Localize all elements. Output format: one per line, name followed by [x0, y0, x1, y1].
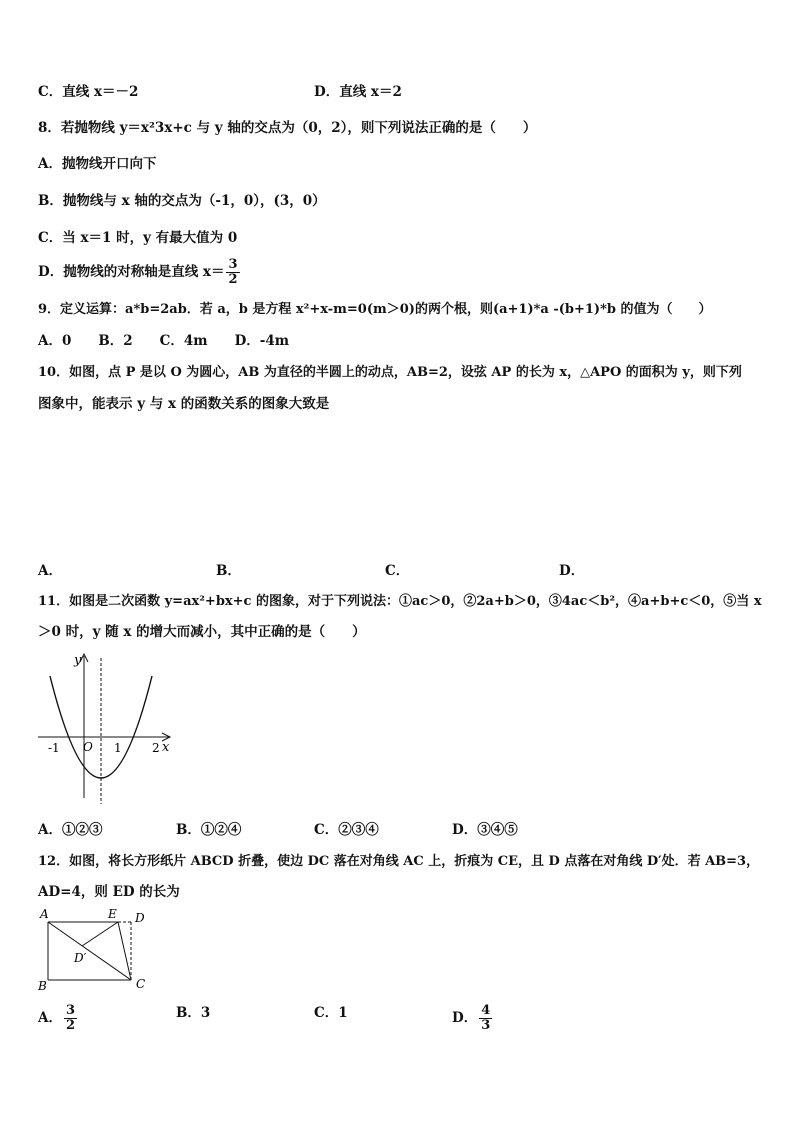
fraction-numerator: 4 [481, 1003, 491, 1018]
graph-y-label: y [74, 653, 82, 668]
figure-label-e: E [108, 907, 117, 921]
fraction-numerator: 3 [65, 1003, 76, 1018]
q12-option-d-prefix: D． [452, 1010, 478, 1026]
q9-stem: 9．定义运算：a*b=2ab．若 a，b 是方程 x²+x-m=0(m＞0)的两个根，则(a+1)*a -(b+1)*b 的值为（ ） [38, 302, 712, 317]
q10-option-b: B． [216, 563, 241, 579]
graph-tick-2: 2 [152, 741, 160, 755]
fraction-denominator: 2 [228, 272, 238, 287]
fraction [226, 258, 239, 287]
q12-option-d [452, 998, 494, 1038]
figure-label-a: A [40, 907, 49, 921]
q10-option-d: D． [559, 563, 585, 579]
fraction-denominator: 3 [481, 1018, 491, 1033]
q7-option-d: D．直线 x＝2 [314, 84, 402, 100]
q11-option-a: A．①②③ [38, 822, 103, 838]
figure-label-d: D [135, 911, 145, 925]
q11-option-b: B．①②④ [176, 822, 242, 838]
q8-option-d-prefix: D．抛物线的对称轴是直线 x＝ [38, 264, 225, 280]
q11-stem-line2: ＞0 时，y 随 x 的增大而减小，其中正确的是（ ） [38, 624, 366, 640]
fraction [64, 1004, 77, 1033]
q8-option-a: A．抛物线开口向下 [38, 156, 157, 172]
fraction-denominator: 2 [65, 1018, 76, 1033]
figure-label-b: B [38, 979, 47, 993]
q11-parabola-graph [34, 648, 184, 808]
fraction-numerator: 3 [228, 257, 238, 272]
q7-option-c: C．直线 x＝－2 [38, 84, 139, 100]
graph-tick-1: 1 [114, 741, 122, 755]
q10-option-a: A． [38, 563, 62, 579]
q12-rectangle-figure [34, 904, 164, 996]
q8-option-c: C．当 x＝1 时，y 有最大值为 0 [38, 230, 238, 246]
q11-option-d: D．③④⑤ [452, 822, 518, 838]
q12-stem-line1: 12．如图，将长方形纸片 ABCD 折叠，使边 DC 落在对角线 AC 上，折痕为 CE，且 D 点落在对角线 D′处．若 AB=3， [38, 854, 760, 869]
q11-stem-line1: 11．如图是二次函数 y=ax²+bx+c 的图象，对于下列说法：①ac＞0，②2a+b＞0，③4ac＜b²，④a+b+c＜0，⑤当 x [38, 594, 762, 609]
q12-option-b: B．3 [176, 1005, 211, 1021]
q12-option-a [38, 998, 79, 1038]
q9-options: A．0 B．2 C．4m D．-4m [38, 333, 290, 349]
graph-origin-label: O [83, 740, 93, 754]
q12-option-c: C．1 [314, 1005, 348, 1021]
q8-option-b: B．抛物线与 x 轴的交点为（-1，0），(3，0） [38, 193, 326, 209]
q8-stem: 8．若抛物线 y＝x²3x+c 与 y 轴的交点为（0，2），则下列说法正确的是（ ） [38, 120, 537, 136]
graph-tick-neg1: -1 [48, 741, 60, 755]
fraction [479, 1004, 492, 1033]
q12-option-a-prefix: A． [38, 1010, 62, 1026]
q10-option-c: C． [385, 563, 410, 579]
graph-x-label: x [162, 740, 170, 755]
figure-label-c: C [136, 977, 146, 991]
q8-option-d [38, 258, 242, 287]
q10-stem-line2: 图象中，能表示 y 与 x 的函数关系的图象大致是 [38, 396, 330, 412]
figure-label-dprime: D′ [74, 951, 87, 965]
q10-stem-line1: 10．如图，点 P 是以 O 为圆心，AB 为直径的半圆上的动点，AB=2，设弦 AP 的长为 x，△APO 的面积为 y，则下列 [38, 365, 742, 380]
q12-stem-line2: AD=4，则 ED 的长为 [38, 884, 180, 900]
q11-option-c: C．②③④ [314, 822, 379, 838]
